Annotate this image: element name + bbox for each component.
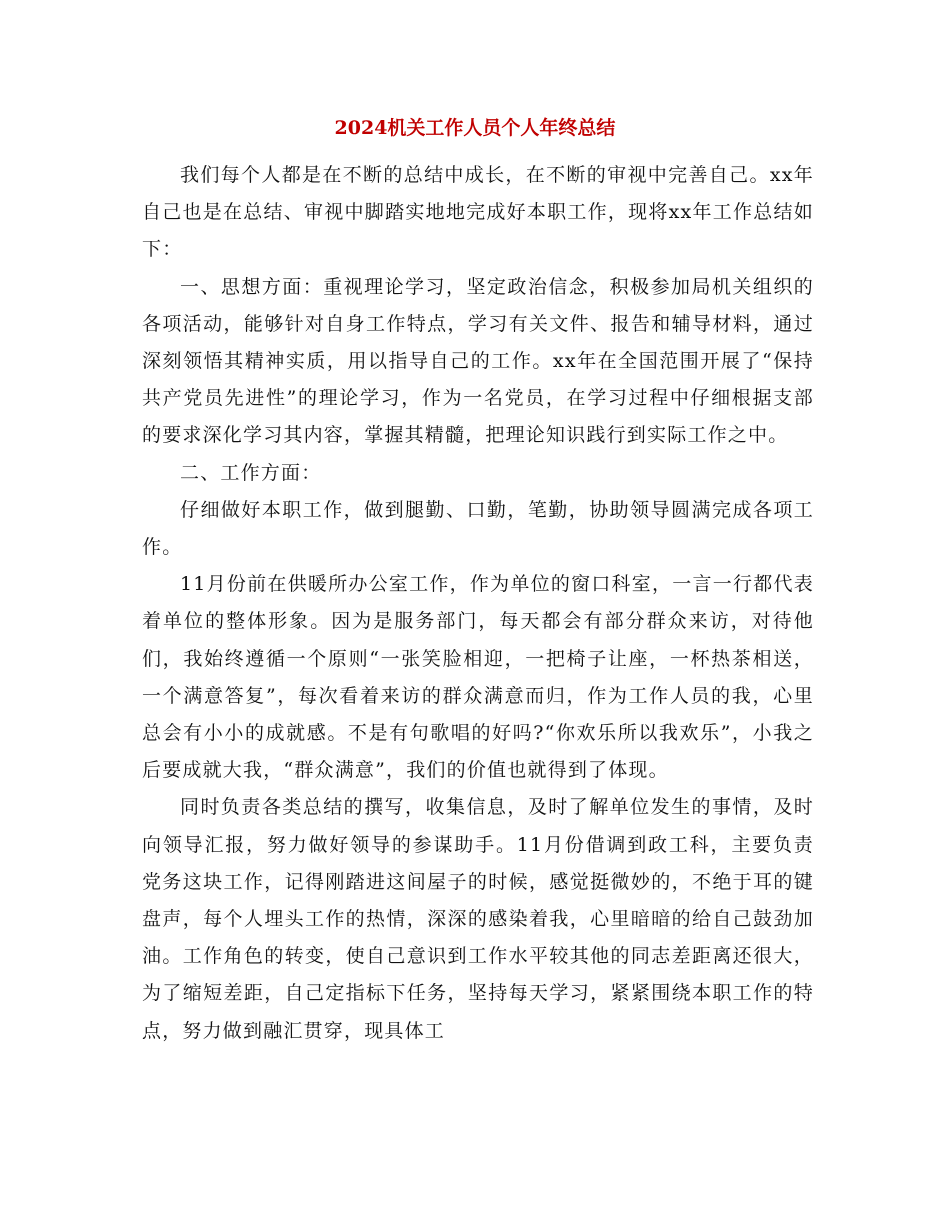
document-title: 2024机关工作人员个人年终总结 [334, 117, 616, 139]
paragraph-office-work: 11月份前在供暖所办公室工作，作为单位的窗口科室，一言一行都代表着单位的整体形象。因为是服务部门，每天都会有部分群众来访，对待他们，我始终遵循一个原则“一张笑脸相迎，一把椅子让座，一杯热茶相送，一个满意答复”，每次看着来访的群众满意而归，作为工作人员的我，心里总会有小小的成就感。不是有句歌唱的好吗?“你欢乐所以我欢乐”，小我之后要成就大我，“群众满意”，我们的价值也就得到了体现。 [142, 573, 814, 782]
paragraph-duties: 仔细做好本职工作，做到腿勤、口勤，笔勤，协助领导圆满完成各项工作。 [142, 498, 814, 559]
paragraph-work-heading: 二、工作方面： [180, 461, 322, 484]
paragraph-intro: 我们每个人都是在不断的总结中成长，在不断的审视中完善自己。xx年自己也是在总结、审视中脚踏实地地完成好本职工作，现将xx年工作总结如下： [142, 164, 814, 261]
paragraph-ideology: 一、思想方面：重视理论学习，坚定政治信念，积极参加局机关组织的各项活动，能够针对自身工作特点，学习有关文件、报告和辅导材料，通过深刻领悟其精神实质，用以指导自己的工作。xx年在全国范围开展了“保持共产党员先进性”的理论学习，作为一名党员，在学习过程中仔细根据支部的要求深化学习其内容，掌握其精髓，把理论知识践行到实际工作之中。 [142, 275, 814, 447]
paragraph-reports: 同时负责各类总结的撰写，收集信息，及时了解单位发生的事情，及时向领导汇报，努力做好领导的参谋助手。11月份借调到政工科，主要负责党务这块工作，记得刚踏进这间屋子的时候，感觉挺微妙的，不绝于耳的键盘声，每个人埋头工作的热情，深深的感染着我，心里暗暗的给自己鼓劲加油。工作角色的转变，使自己意识到工作水平较其他的同志差距离还很大，为了缩短差距，自己定指标下任务，坚持每天学习，紧紧围绕本职工作的特点，努力做到融汇贯穿，现具体工 [142, 796, 814, 1042]
document-body [142, 157, 814, 1050]
